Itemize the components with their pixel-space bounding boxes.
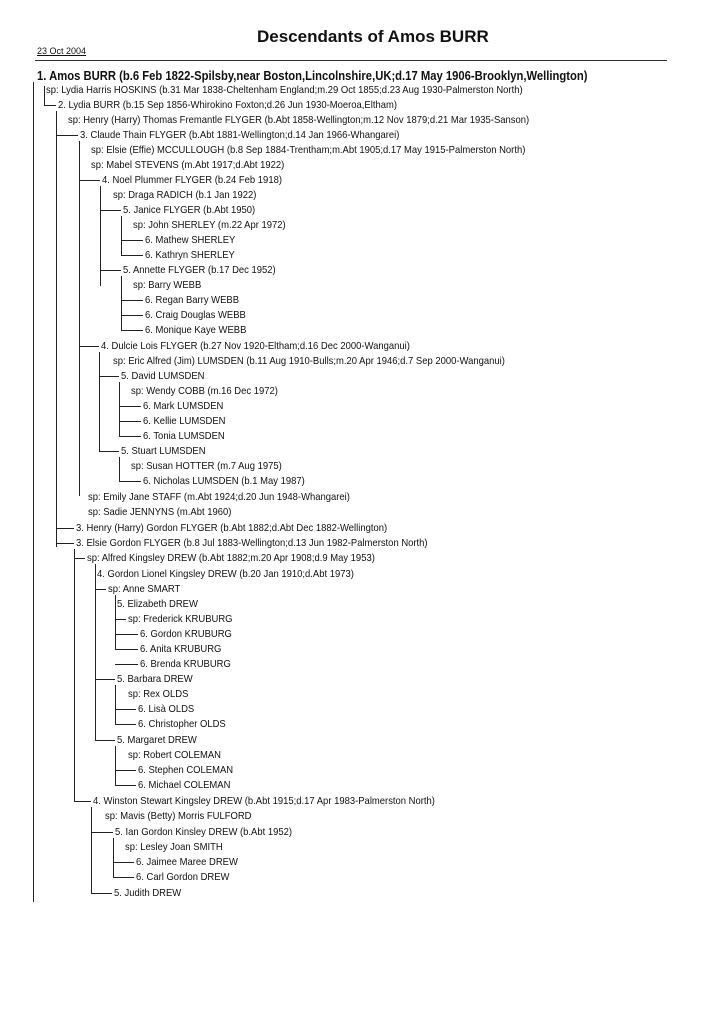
tree-connector-line xyxy=(119,421,141,422)
spouse-entry: sp: Lydia Harris HOSKINS (b.31 Mar 1838-Cheltenham England;m.29 Oct 1855;d.23 Aug 1930-Palmerston North) xyxy=(46,84,523,96)
descendant-entry: 4. Gordon Lionel Kingsley DREW (b.20 Jan 1910;d.Abt 1973) xyxy=(97,568,354,580)
tree-connector-line xyxy=(115,770,136,771)
spouse-entry: sp: Rex OLDS xyxy=(128,688,189,700)
spouse-entry: sp: Alfred Kingsley DREW (b.Abt 1882;m.20 Apr 1908;d.9 May 1953) xyxy=(87,552,375,564)
tree-connector-line xyxy=(74,549,75,802)
tree-connector-line xyxy=(100,270,121,271)
spouse-entry: sp: Susan HOTTER (m.7 Aug 1975) xyxy=(131,460,282,472)
tree-connector-line xyxy=(121,276,122,331)
descendant-entry: 6. Kellie LUMSDEN xyxy=(143,415,226,427)
descendant-entry: 4. Noel Plummer FLYGER (b.24 Feb 1918) xyxy=(102,174,282,186)
spouse-entry: sp: Eric Alfred (Jim) LUMSDEN (b.11 Aug 1910-Bulls;m.20 Apr 1946;d.7 Sep 2000-Wanganui) xyxy=(113,355,505,367)
descendant-entry: 5. Elizabeth DREW xyxy=(117,598,198,610)
tree-connector-line xyxy=(79,141,80,496)
tree-connector-line xyxy=(115,619,126,620)
tree-connector-line xyxy=(95,564,96,741)
spouse-entry: sp: Mabel STEVENS (m.Abt 1917;d.Abt 1922) xyxy=(91,159,285,171)
descendant-entry: 3. Henry (Harry) Gordon FLYGER (b.Abt 1882;d.Abt Dec 1882-Wellington) xyxy=(76,522,388,534)
report-date: 23 Oct 2004 xyxy=(37,46,87,56)
tree-connector-line xyxy=(119,481,141,482)
descendant-entry: 3. Elsie Gordon FLYGER (b.8 Jul 1883-Wellington;d.13 Jun 1982-Palmerston North) xyxy=(76,537,428,549)
descendant-entry: 4. Winston Stewart Kingsley DREW (b.Abt 1915;d.17 Apr 1983-Palmerston North) xyxy=(93,795,435,807)
tree-connector-line xyxy=(115,595,116,650)
tree-connector-line xyxy=(100,186,101,286)
spouse-entry: sp: Barry WEBB xyxy=(133,279,202,291)
tree-connector-line xyxy=(74,801,91,802)
tree-connector-line xyxy=(56,543,74,544)
tree-connector-line xyxy=(121,300,143,301)
tree-connector-line xyxy=(119,457,120,482)
descendant-entry: 1. Amos BURR (b.6 Feb 1822-Spilsby,near Boston,Lincolnshire,UK;d.17 May 1906-Brooklyn,Wellington) xyxy=(37,69,588,83)
tree-connector-line xyxy=(100,210,121,211)
descendant-entry: 6. Craig Douglas WEBB xyxy=(145,309,246,321)
tree-connector-line xyxy=(115,746,116,786)
descendant-entry: 5. Stuart LUMSDEN xyxy=(121,445,206,457)
descendant-entry: 6. Carl Gordon DREW xyxy=(136,871,230,883)
spouse-entry: sp: Sadie JENNYNS (m.Abt 1960) xyxy=(88,506,232,518)
spouse-entry: sp: Henry (Harry) Thomas Fremantle FLYGER (b.Abt 1858-Wellington;m.12 Nov 1879;d.21 Mar 1935-Sanson) xyxy=(68,114,530,126)
tree-connector-line xyxy=(56,528,74,529)
tree-connector-line xyxy=(91,832,113,833)
descendant-entry: 6. Mark LUMSDEN xyxy=(143,400,224,412)
spouse-entry: sp: Frederick KRUBURG xyxy=(128,613,233,625)
tree-connector-line xyxy=(79,346,99,347)
descendant-entry: 5. David LUMSDEN xyxy=(121,370,205,382)
spouse-entry: sp: John SHERLEY (m.22 Apr 1972) xyxy=(133,219,286,231)
spouse-entry: sp: Emily Jane STAFF (m.Abt 1924;d.20 Jun 1948-Whangarei) xyxy=(88,491,350,503)
descendant-entry: 6. Nicholas LUMSDEN (b.1 May 1987) xyxy=(143,475,305,487)
descendant-entry: 6. Regan Barry WEBB xyxy=(145,294,240,306)
tree-connector-line xyxy=(74,558,85,559)
spouse-entry: sp: Lesley Joan SMITH xyxy=(125,841,223,853)
descendant-entry: 6. Brenda KRUBURG xyxy=(140,658,231,670)
descendant-entry: 5. Barbara DREW xyxy=(117,673,193,685)
tree-connector-line xyxy=(79,180,100,181)
spouse-entry: sp: Draga RADICH (b.1 Jan 1922) xyxy=(113,189,257,201)
tree-connector-line xyxy=(115,634,138,635)
tree-connector-line xyxy=(95,740,115,741)
title-divider xyxy=(35,60,667,61)
tree-connector-line xyxy=(121,240,143,241)
tree-connector-line xyxy=(56,111,57,547)
descendant-entry: 5. Janice FLYGER (b.Abt 1950) xyxy=(123,204,256,216)
tree-connector-line xyxy=(121,216,122,256)
tree-connector-line xyxy=(44,105,56,106)
descendant-entry: 5. Judith DREW xyxy=(114,887,182,899)
tree-connector-line xyxy=(113,862,134,863)
page-title: Descendants of Amos BURR xyxy=(257,27,489,46)
descendant-entry: 5. Annette FLYGER (b.17 Dec 1952) xyxy=(123,264,276,276)
tree-connector-line xyxy=(33,82,34,902)
descendant-entry: 5. Margaret DREW xyxy=(117,734,197,746)
descendant-entry: 5. Ian Gordon Kinsley DREW (b.Abt 1952) xyxy=(115,826,293,838)
tree-connector-line xyxy=(119,436,141,437)
tree-connector-line xyxy=(115,649,138,650)
tree-connector-line xyxy=(95,589,106,590)
descendant-entry: 4. Dulcie Lois FLYGER (b.27 Nov 1920-Eltham;d.16 Dec 2000-Wanganui) xyxy=(101,340,410,352)
tree-connector-line xyxy=(99,451,119,452)
descendant-entry: 6. Monique Kaye WEBB xyxy=(145,324,247,336)
descendant-entry: 6. Gordon KRUBURG xyxy=(140,628,232,640)
tree-connector-line xyxy=(115,785,136,786)
spouse-entry: sp: Wendy COBB (m.16 Dec 1972) xyxy=(131,385,278,397)
spouse-entry: sp: Mavis (Betty) Morris FULFORD xyxy=(105,810,252,822)
spouse-entry: sp: Elsie (Effie) MCCULLOUGH (b.8 Sep 1884-Trentham;m.Abt 1905;d.17 May 1915-Palmerston North) xyxy=(91,144,526,156)
tree-connector-line xyxy=(119,382,120,437)
tree-connector-line xyxy=(115,709,136,710)
tree-connector-line xyxy=(95,679,115,680)
spouse-entry: sp: Robert COLEMAN xyxy=(128,749,221,761)
descendant-entry: 6. Kathryn SHERLEY xyxy=(145,249,235,261)
descendant-entry: 6. Lisà OLDS xyxy=(138,703,195,715)
descendant-entry: 6. Tonia LUMSDEN xyxy=(143,430,225,442)
descendant-entry: 6. Stephen COLEMAN xyxy=(138,764,234,776)
tree-connector-line xyxy=(113,877,134,878)
tree-connector-line xyxy=(121,255,143,256)
tree-connector-line xyxy=(99,352,100,452)
descendant-entry: 6. Jaimee Maree DREW xyxy=(136,856,238,868)
tree-connector-line xyxy=(119,406,141,407)
descendant-entry: 3. Claude Thain FLYGER (b.Abt 1881-Wellington;d.14 Jan 1966-Whangarei) xyxy=(80,129,400,141)
tree-connector-line xyxy=(91,807,92,894)
descendant-entry: 2. Lydia BURR (b.15 Sep 1856-Whirokino Foxton;d.26 Jun 1930-Moeroa,Eltham) xyxy=(58,99,397,111)
descendant-entry: 6. Anita KRUBURG xyxy=(140,643,222,655)
spouse-entry: sp: Anne SMART xyxy=(108,583,181,595)
tree-connector-line xyxy=(113,838,114,878)
tree-connector-line xyxy=(99,376,119,377)
tree-connector-line xyxy=(115,685,116,725)
tree-connector-line xyxy=(56,135,78,136)
descendant-entry: 6. Christopher OLDS xyxy=(138,718,226,730)
tree-connector-line xyxy=(91,893,112,894)
tree-connector-line xyxy=(121,315,143,316)
tree-connector-line xyxy=(115,664,138,665)
tree-connector-line xyxy=(44,86,45,106)
tree-connector-line xyxy=(115,724,136,725)
tree-connector-line xyxy=(121,330,143,331)
descendant-entry: 6. Mathew SHERLEY xyxy=(145,234,236,246)
descendant-entry: 6. Michael COLEMAN xyxy=(138,779,231,791)
